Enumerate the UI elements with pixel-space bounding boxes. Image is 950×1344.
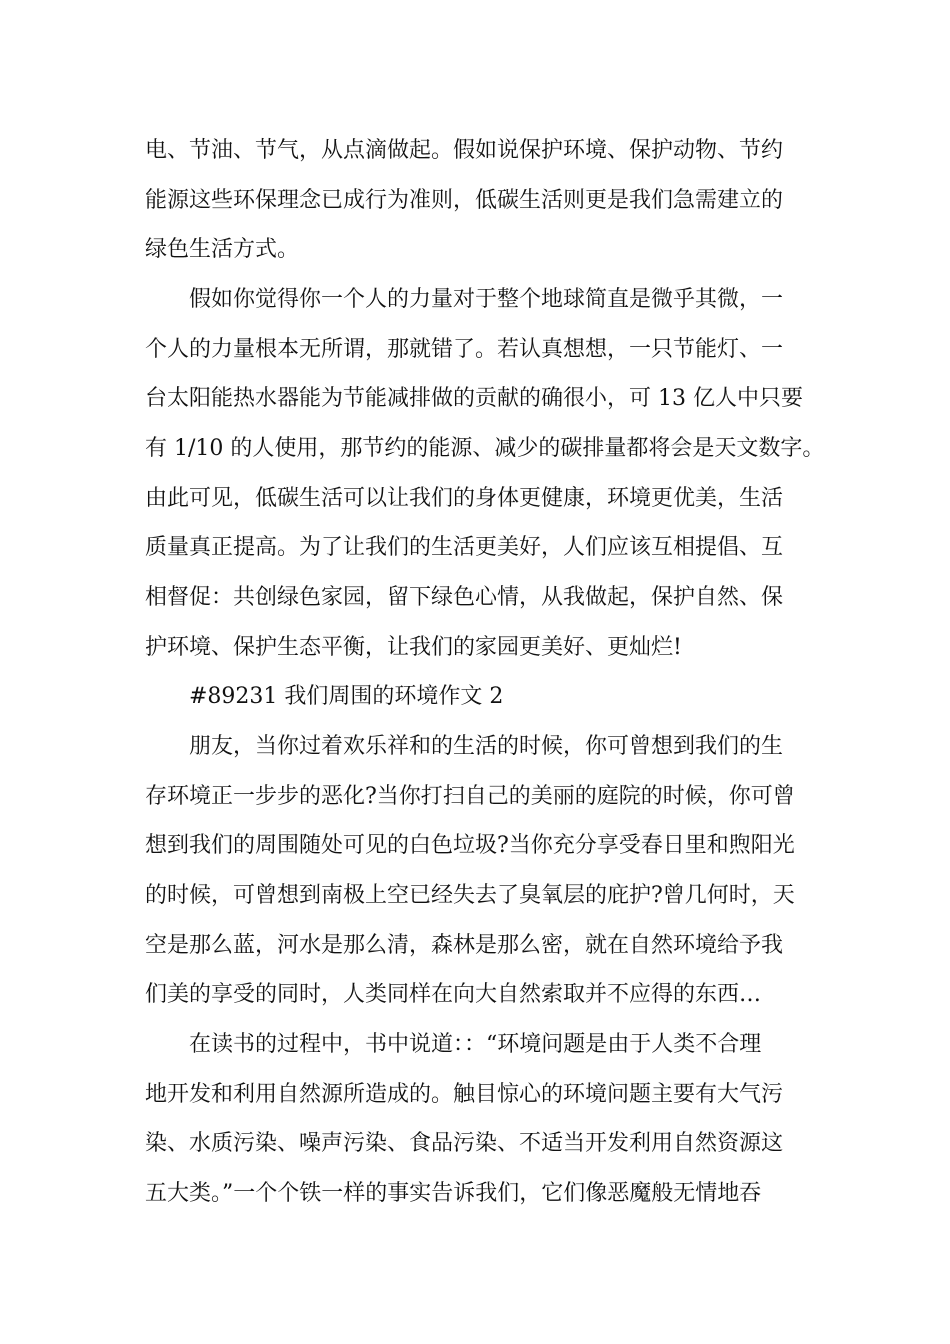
text-line: 的时候，可曾想到南极上空已经失去了臭氧层的庇护?曾几何时，天 (145, 883, 795, 908)
text-line: 护环境、保护生态平衡，让我们的家园更美好、更灿烂! (145, 635, 682, 660)
section-heading: #89231 我们周围的环境作文 2 (189, 684, 504, 709)
text-line: 们美的享受的同时，人类同样在向大自然索取并不应得的东西… (145, 982, 762, 1007)
text-line: 地开发和利用自然源所造成的。触目惊心的环境问题主要有大气污 (145, 1082, 784, 1107)
text-line: 想到我们的周围随处可见的白色垃圾?当你充分享受春日里和煦阳光 (145, 833, 795, 858)
paragraph-start-line: 朋友，当你过着欢乐祥和的生活的时候，你可曾想到我们的生 (189, 734, 784, 759)
text-line: 存环境正一步步的恶化?当你打扫自己的美丽的庭院的时候，你可曾 (145, 784, 795, 809)
text-line: 空是那么蓝，河水是那么清，森林是那么密，就在自然环境给予我 (145, 933, 784, 958)
text-line: 电、节油、节气，从点滴做起。假如说保护环境、保护动物、节约 (145, 138, 784, 163)
text-line: 五大类。”一个个铁一样的事实告诉我们，它们像恶魔般无情地吞 (145, 1181, 762, 1206)
text-line: 由此可见，低碳生活可以让我们的身体更健康，环境更优美，生活 (145, 486, 784, 511)
text-line: 质量真正提高。为了让我们的生活更美好，人们应该互相提倡、互 (145, 535, 784, 560)
text-line: 个人的力量根本无所谓，那就错了。若认真想想，一只节能灯、一 (145, 337, 784, 362)
text-line: 有 1/10 的人使用，那节约的能源、减少的碳排量都将会是天文数字。 (145, 436, 825, 461)
text-line: 绿色生活方式。 (145, 237, 300, 262)
text-line: 相督促：共创绿色家园，留下绿色心情，从我做起，保护自然、保 (145, 585, 784, 610)
paragraph-start-line: 在读书的过程中，书中说道：：“环境问题是由于人类不合理 (189, 1032, 762, 1057)
paragraph-start-line: 假如你觉得你一个人的力量对于整个地球简直是微乎其微，一 (189, 287, 784, 312)
text-line: 染、水质污染、噪声污染、食品污染、不适当开发利用自然资源这 (145, 1131, 784, 1156)
text-line: 台太阳能热水器能为节能减排做的贡献的确很小，可 13 亿人中只要 (145, 386, 803, 411)
text-line: 能源这些环保理念已成行为准则，低碳生活则更是我们急需建立的 (145, 188, 784, 213)
